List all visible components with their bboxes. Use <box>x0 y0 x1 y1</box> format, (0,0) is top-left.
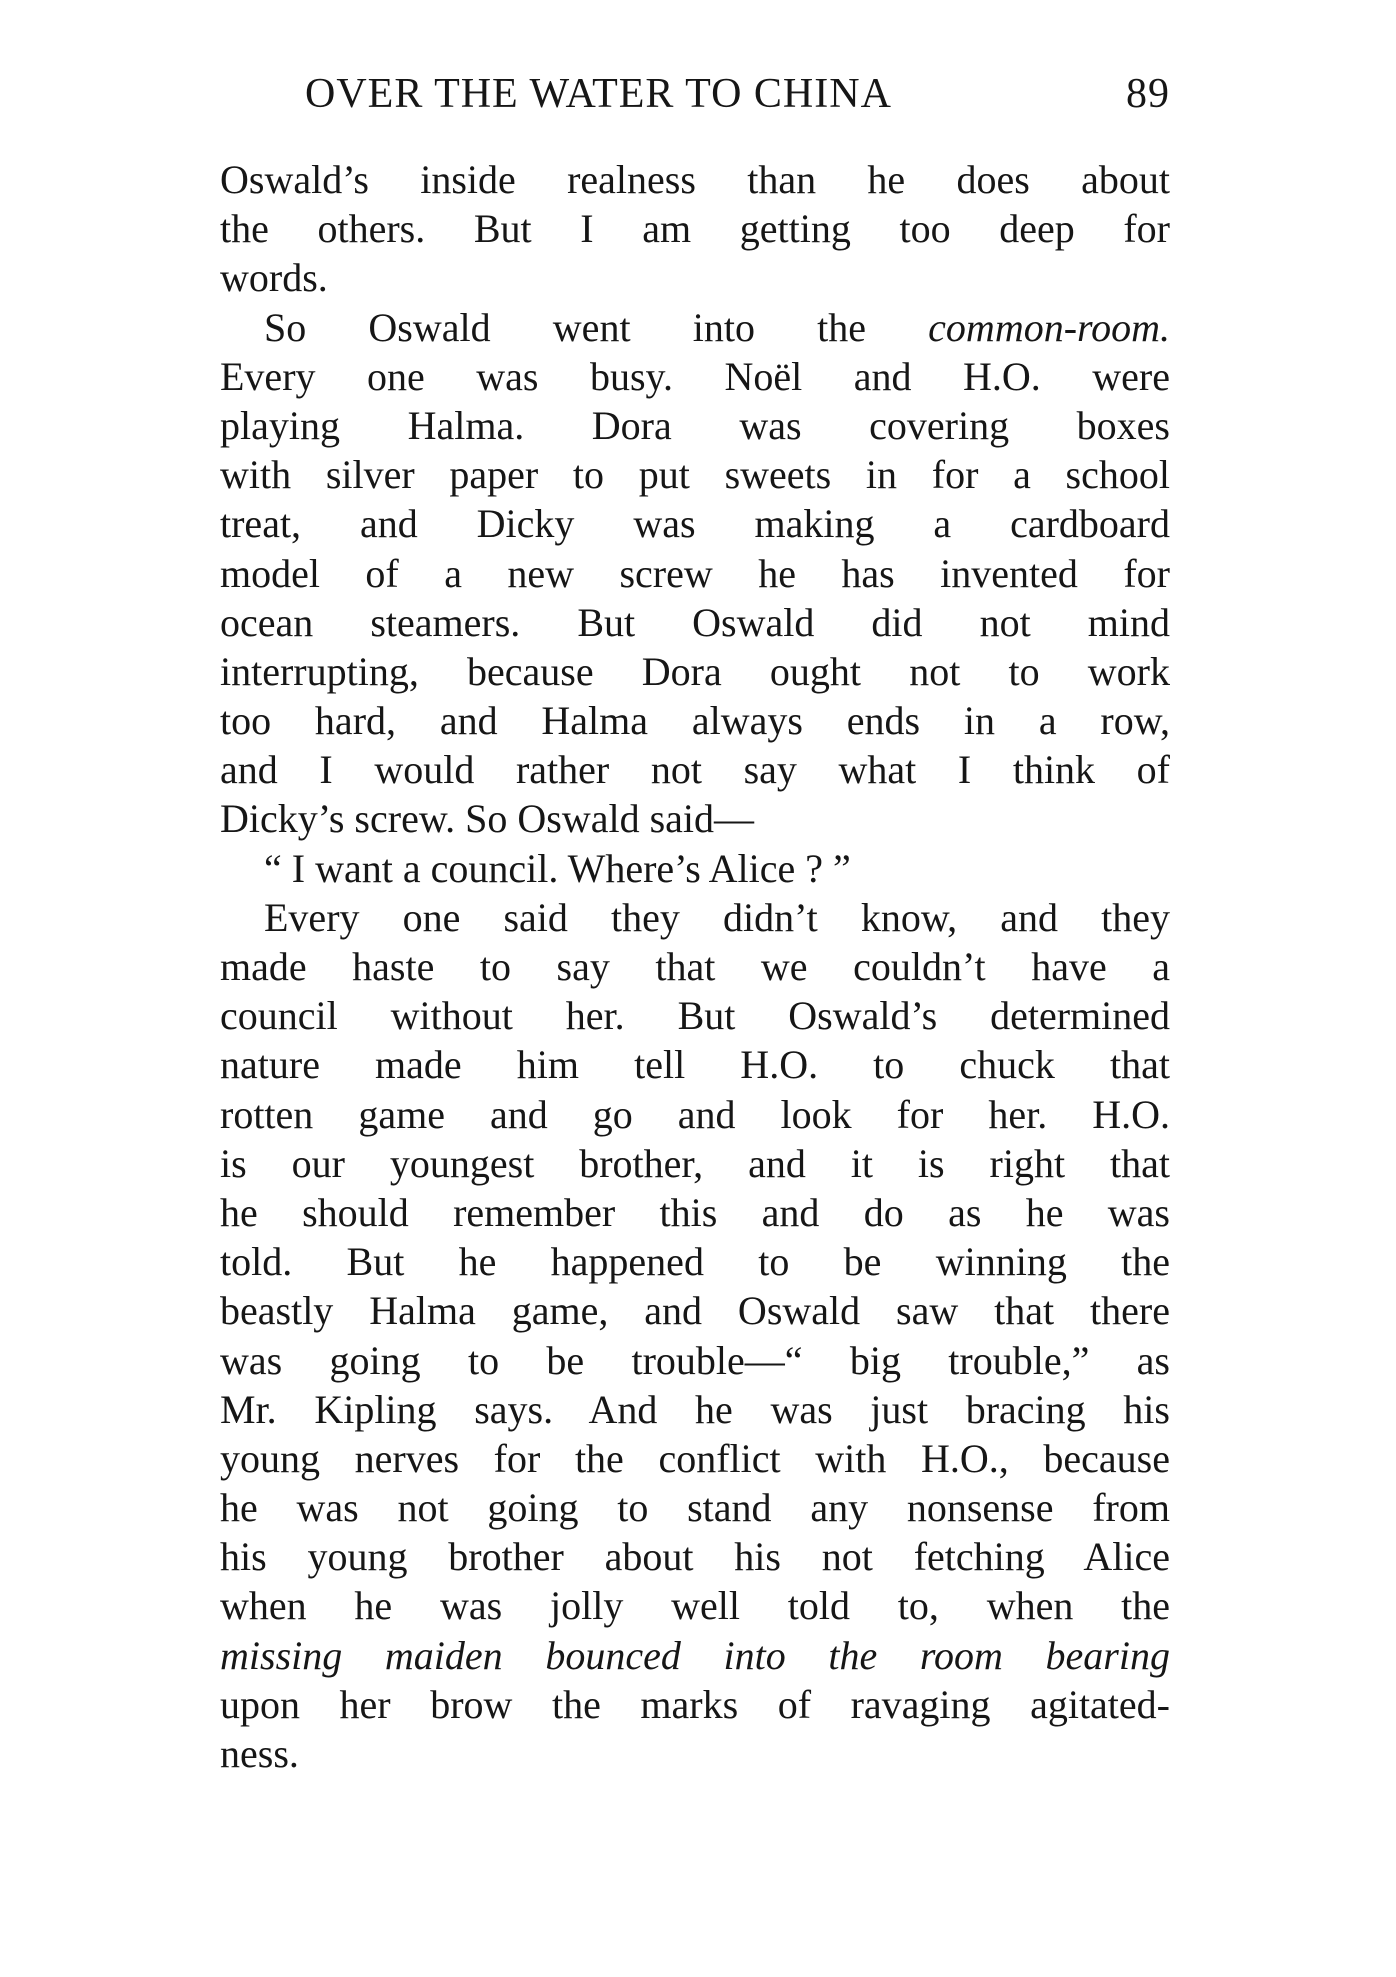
text-line: told. But he happened to be winning the <box>220 1239 1170 1285</box>
text-line: missing maiden bounced into the room bearing <box>220 1632 1170 1678</box>
text-line: “ I want a council. Where’s Alice ? ” <box>264 845 851 891</box>
text-line: Every one was busy. Noël and H.O. were <box>220 353 1170 399</box>
text-line: was going to be trouble—“ big trouble,” as <box>220 1337 1170 1383</box>
text-line: ness. <box>220 1731 299 1776</box>
body-text <box>220 155 1170 1778</box>
text-line: Mr. Kipling says. And he was just bracing his <box>220 1386 1170 1432</box>
text-line: treat, and Dicky was making a cardboard <box>220 501 1170 547</box>
text-line: he should remember this and do as he was <box>220 1189 1170 1235</box>
text-line: model of a new screw he has invented for <box>220 550 1170 596</box>
text-line: his young brother about his not fetching Alice <box>220 1534 1170 1580</box>
chapter-title: OVER THE WATER TO CHINA <box>305 71 892 117</box>
text-line: ocean steamers. But Oswald did not mind <box>220 599 1170 645</box>
text-line: too hard, and Halma always ends in a row, <box>220 698 1170 744</box>
text-line: beastly Halma game, and Oswald saw that there <box>220 1288 1170 1334</box>
page-number: 89 <box>1126 71 1170 117</box>
text-line: Oswald’s inside realness than he does about <box>220 157 1170 202</box>
text-line: is our youngest brother, and it is right that <box>220 1140 1170 1186</box>
text-line: he was not going to stand any nonsense from <box>220 1485 1170 1531</box>
text-line: made haste to say that we couldn’t have a <box>220 944 1170 989</box>
text-line: council without her. But Oswald’s determined <box>220 993 1170 1039</box>
text-line: Every one said they didn’t know, and they <box>264 894 1170 940</box>
running-head <box>305 64 1170 124</box>
text-line: words. <box>220 255 328 301</box>
text-line: interrupting, because Dora ought not to work <box>220 648 1170 694</box>
text-line: upon her brow the marks of ravaging agitated- <box>220 1681 1170 1727</box>
text-line: rotten game and go and look for her. H.O. <box>220 1091 1170 1137</box>
text-line: Dicky’s screw. So Oswald said— <box>220 796 755 842</box>
text-line: nature made him tell H.O. to chuck that <box>220 1042 1170 1088</box>
text-line: playing Halma. Dora was covering boxes <box>220 402 1170 448</box>
text-line: and I would rather not say what I think of <box>220 747 1170 793</box>
text-line: the others. But I am getting too deep for <box>220 206 1170 252</box>
text-line: young nerves for the conflict with H.O., because <box>220 1435 1170 1481</box>
text-line: with silver paper to put sweets in for a school <box>220 452 1170 498</box>
text-run: So Oswald went into the <box>264 304 866 350</box>
italic-text: common-room. <box>928 304 1170 350</box>
text-line <box>220 303 1170 352</box>
text-line: when he was jolly well told to, when the <box>220 1583 1170 1629</box>
